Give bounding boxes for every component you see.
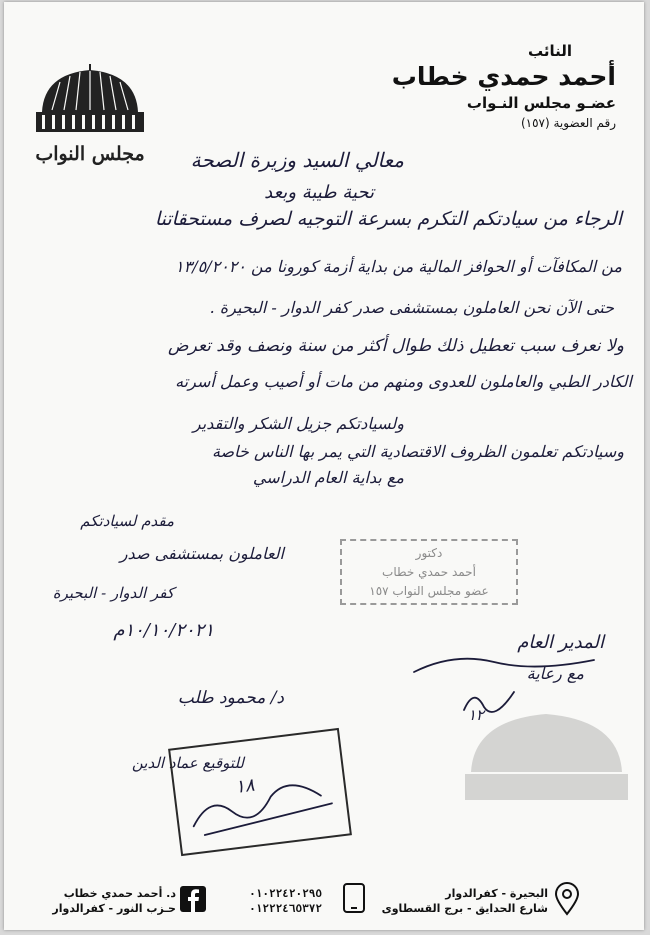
address-line-2: شارع الحدايق - برج القسطاوى [381,902,548,915]
footer-person [52,886,176,916]
stamp-signature [175,739,345,848]
logo-text: مجلس النواب [35,143,145,165]
footer-address [382,886,548,916]
signature-label: للتوقيع عماد الدين [131,754,244,772]
footer [4,870,644,930]
mp-name: أحمد حمدي خطاب [391,62,616,91]
closing-thanks: ولسيادتكم جزيل الشكر والتقدير [192,414,404,433]
membership-number: رقم العضوية (١٥٧) [520,116,616,130]
phone-icon [342,882,366,914]
phone-2[interactable]: ٠١٢٢٢٤٦٥٣٧٢ [249,902,322,915]
receipt-stamp [168,728,352,856]
director-sub: مع رعاية [526,664,584,683]
doctor-name: د/ محمود طلب [177,688,284,708]
watermark-dome-icon [459,702,634,832]
dome-logo-icon [30,60,150,170]
body-line-4: ولا نعرف سبب تعطيل ذلك طوال أكثر من سنة ونصف وقد تعرض [168,336,624,356]
footer-person-name: د. أحمد حمدي خطاب [63,887,176,900]
workers-label: العاملون بمستشفى صدر [119,544,284,563]
body-line-5: الكادر الطبي والعاملون للعدوى ومنهم من مات أو أصيب وعمل أسرته [175,372,632,391]
note-number: ١٢ [467,706,484,724]
greeting: تحية طيبة وبعد [264,182,374,203]
footer-party: حـزب النور - كفرالدوار [52,902,176,915]
director-note: المدير العام [517,632,604,653]
location-pin-icon [554,882,580,916]
mp-stamp [340,539,518,605]
facebook-icon[interactable] [180,886,206,912]
salutation: معالي السيد وزيرة الصحة [190,148,404,172]
title-small: النائب [527,42,572,60]
footer-phones [249,886,322,916]
body-line-7: مع بداية العام الدراسي [252,468,404,487]
mp-role: عضـو مجلس النـواب [466,94,616,112]
stamp-number: ١٨ [233,774,256,798]
stamp-line-3: عضو مجلس النواب ١٥٧ [369,584,489,598]
body-line-1: الرجاء من سيادتكم التكرم بسرعة التوجيه لصرف مستحقاتنا [154,208,622,230]
stamp-line-2: أحمد حمدي خطاب [382,565,476,579]
phone-1[interactable]: ٠١٠٢٢٤٢٠٢٩٥ [249,887,322,900]
place-label: كفر الدوار - البحيرة [52,584,174,602]
body-line-6: وسيادتكم تعلمون الظروف الاقتصادية التي يمر بها الناس خاصة [211,442,624,461]
letter-date: ١٠/١٠/٢٠٢١م [113,620,214,641]
body-line-3: حتى الآن نحن العاملون بمستشفى صدر كفر الدوار - البحيرة . [209,298,614,317]
address-line-1: البحيرة - كفرالدوار [445,887,548,900]
stamp-line-1: دكتور [415,546,443,560]
letterhead [356,42,616,130]
body-line-2: من المكافآت أو الحوافز المالية من بداية أزمة كورونا من ١٣/٥/٢٠٢٠ [175,257,622,276]
letter-page [4,2,644,930]
submitted-by: مقدم لسيادتكم [80,512,174,530]
